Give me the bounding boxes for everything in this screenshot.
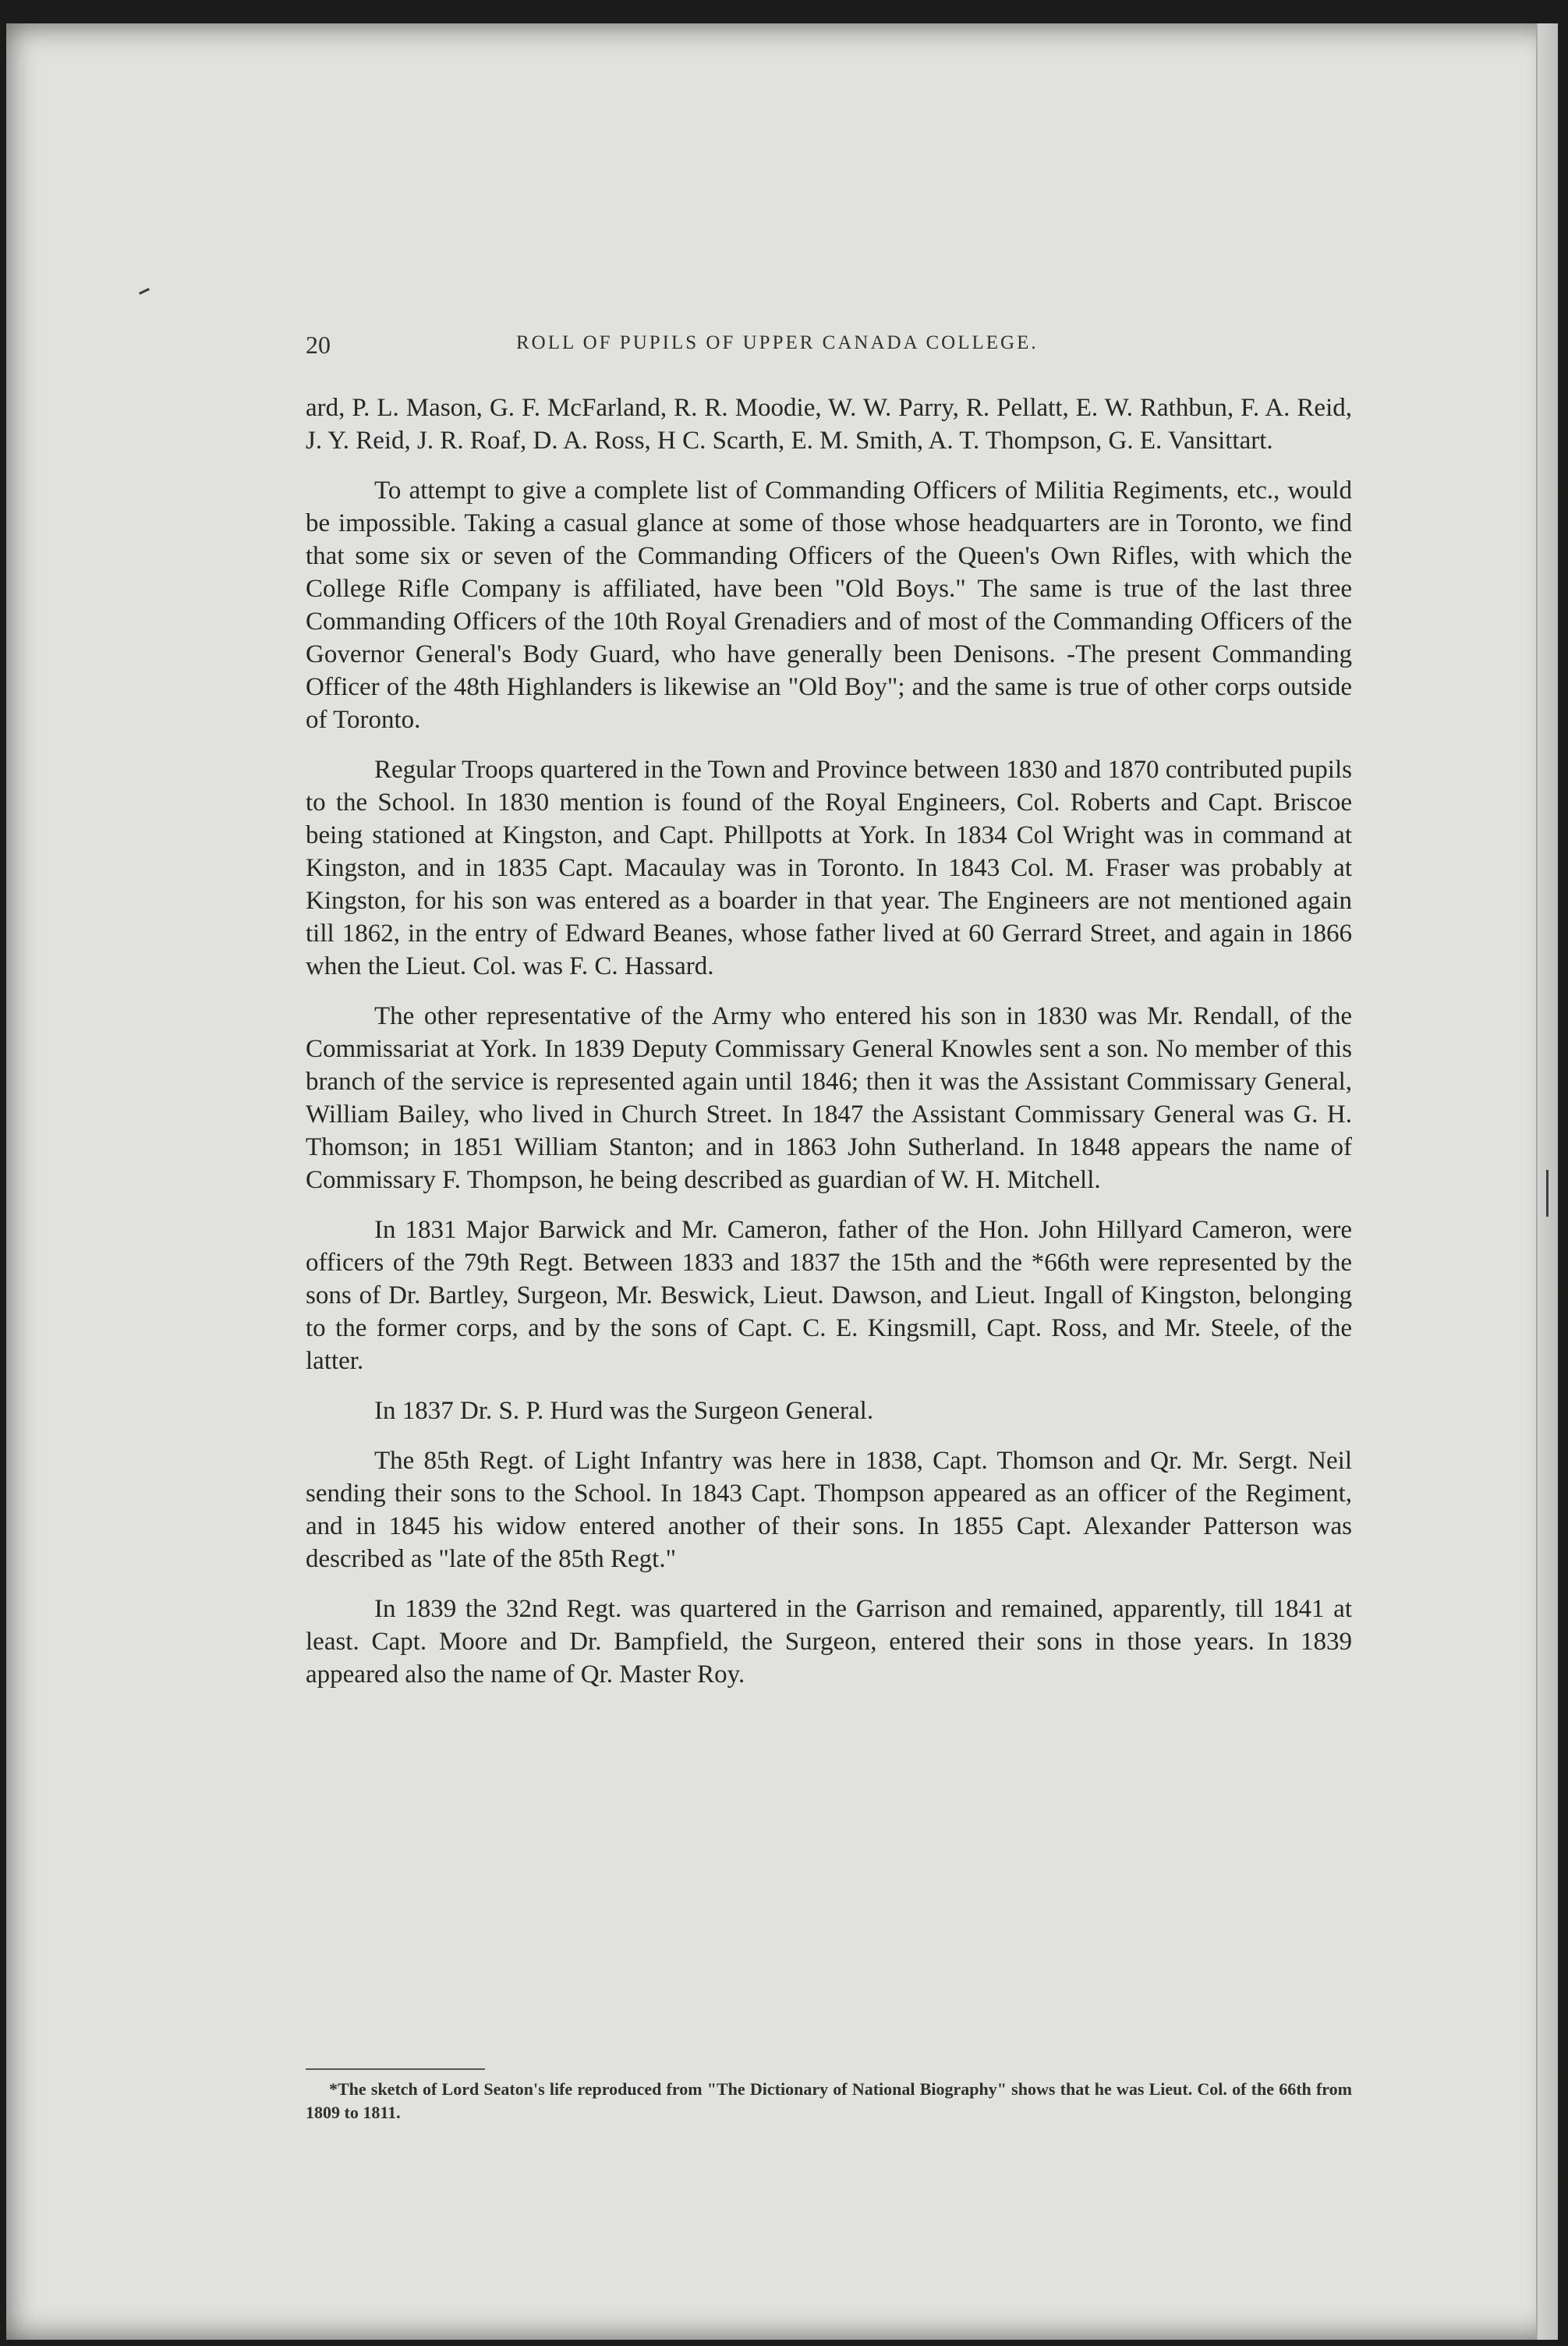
paragraph: To attempt to give a complete list of Commanding Officers of Militia Regiments, etc., would be impossible. Taking a casual glance at some of those whose headquarters are in Toronto, we find that some six or seven of the Commanding Officers of the Queen's Own Rifles, with which the College Rifle Company is affiliated, have been "Old Boys." The same is true of the last three Commanding Officers of the 10th Royal Grenadiers and of most of the Commanding Officers of the Governor General's Body Guard, who have generally been Denisons. -The present Commanding Officer of the 48th Highlanders is likewise an "Old Boy"; and the same is true of other corps outside of Toronto. (306, 477, 1352, 734)
paragraph-continued: ard, P. L. Mason, G. F. McFarland, R. R. Moodie, W. W. Parry, R. Pellatt, E. W. Rathbun, F. A. Reid, J. Y. Reid, J. R. Roaf, D. A. Ross, H C. Scarth, E. M. Smith, A. T. Thompson, G. E. Vansittart. (306, 394, 1352, 455)
paragraph: In 1831 Major Barwick and Mr. Cameron, father of the Hon. John Hillyard Cameron, were officers of the 79th Regt. Between 1833 and 1837 the 15th and the *66th were represented by the sons of Dr. Bartley, Surgeon, Mr. Beswick, Lieut. Dawson, and Lieut. Ingall of Kingston, belonging to the former corps, and by the sons of Capt. C. E. Kingsmill, Capt. Ross, and Mr. Steele, of the latter. (306, 1216, 1352, 1375)
paragraph: In 1839 the 32nd Regt. was quartered in the Garrison and remained, apparently, till 1841 at least. Capt. Moore and Dr. Bampfield, the Surgeon, entered their sons in those years. In 1839 appeared also the name of Qr. Master Roy. (306, 1595, 1352, 1689)
paragraph: In 1837 Dr. S. P. Hurd was the Surgeon General. (374, 1397, 874, 1425)
page-number: 20 (306, 331, 331, 359)
paragraph: Regular Troops quartered in the Town and Province between 1830 and 1870 contributed pupils to the School. In 1830 mention is found of the Royal Engineers, Col. Roberts and Capt. Briscoe being stationed at Kingston, and Capt. Phillpotts at York. In 1834 Col Wright was in command at Kingston, and in 1835 Capt. Macaulay was in Toronto. In 1843 Col. M. Fraser was probably at Kingston, for his son was entered as a boarder in that year. The Engineers are not mentioned again till 1862, in the entry of Edward Beanes, whose father lived at 60 Gerrard Street, and again in 1866 when the Lieut. Col. was F. C. Hassard. (306, 756, 1352, 980)
footnote: *The sketch of Lord Seaton's life reproduced from "The Dictionary of National Biography" shows that he was Lieut. Col. of the 66th from 1809 to 1811. (306, 2079, 1352, 2122)
running-header (306, 331, 1366, 370)
footnote-rule (306, 2068, 485, 2070)
scan-mark (139, 288, 150, 295)
paragraph: The 85th Regt. of Light Infantry was here in 1838, Capt. Thomson and Qr. Mr. Sergt. Neil sending their sons to the School. In 1843 Capt. Thompson appeared as an officer of the Regiment, and in 1845 his widow entered another of their sons. In 1855 Capt. Alexander Patterson was described as "late of the 85th Regt." (306, 1447, 1352, 1573)
body-text (306, 392, 1352, 1708)
scan-mark (1546, 1170, 1549, 1217)
paragraph: The other representative of the Army who entered his son in 1830 was Mr. Rendall, of the Commissariat at York. In 1839 Deputy Commissary General Knowles sent a son. No member of this branch of the service is represented again until 1846; then it was the Assistant Commissary General, William Bailey, who lived in Church Street. In 1847 the Assistant Commissary General was G. H. Thomson; in 1851 William Stanton; and in 1863 John Sutherland. In 1848 appears the name of Commissary F. Thompson, he being described as guardian of W. H. Mitchell. (306, 1002, 1352, 1194)
running-title: ROLL OF PUPILS OF UPPER CANADA COLLEGE. (516, 332, 1039, 353)
